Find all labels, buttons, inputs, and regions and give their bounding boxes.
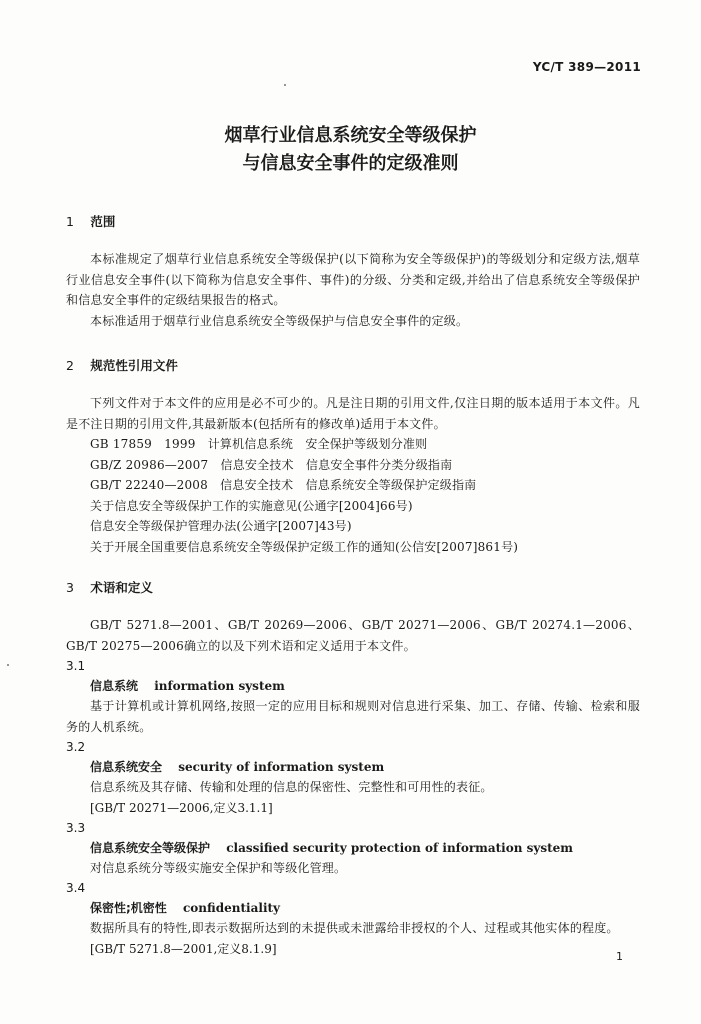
term-number: 3.1 bbox=[66, 659, 86, 673]
reference-item: 信息安全等级保护管理办法(公通字[2007]43号) bbox=[90, 519, 352, 533]
scan-speck bbox=[7, 664, 9, 666]
section-number: 3 bbox=[66, 580, 74, 595]
term-definition: 对信息系统分等级实施安全保护和等级化管理。 bbox=[90, 860, 347, 875]
reference-item: GB/T 22240—2008 信息安全技术 信息系统安全等级保护定级指南 bbox=[90, 478, 477, 492]
normative-intro: 下列文件对于本文件的应用是必不可少的。凡是注日期的引用文件,仅注日期的版本适用于本文件。凡是不注日期的引用文件,其最新版本(包括所有的修改单)适用于本文件。 bbox=[66, 396, 640, 431]
section-heading-normative-references bbox=[66, 357, 640, 375]
terms-intro: GB/T 5271.8—2001、GB/T 20269—2006、GB/T 20271—2006、GB/T 20274.1—2006、GB/T 20275—2006确立的以及下列术语和定义适用于本文件。 bbox=[66, 618, 640, 653]
scope-paragraph: 本标准规定了烟草行业信息系统安全等级保护(以下简称为安全等级保护)的等级划分和定级方法,烟草行业信息安全事件(以下简称为信息安全事件、事件)的分级、分类和定级,并给出了信息系统安全等级保护和信息安全事件的定级结果报告的格式。 bbox=[66, 252, 640, 307]
reference-item: GB 17859 1999 计算机信息系统 安全保护等级划分准则 bbox=[90, 437, 428, 451]
term-definition: 信息系统及其存储、传输和处理的信息的保密性、完整性和可用性的表征。 bbox=[90, 780, 493, 794]
term-heading bbox=[66, 757, 640, 777]
term-en: classified security protection of information system bbox=[226, 840, 574, 855]
term-en: security of information system bbox=[178, 760, 385, 774]
standard-code: YC/T 389—2011 bbox=[532, 60, 641, 74]
section-number: 2 bbox=[66, 358, 74, 373]
term-source: [GB/T 5271.8—2001,定义8.1.9] bbox=[90, 941, 277, 956]
term-en: confidentiality bbox=[183, 901, 281, 915]
reference-item: 关于信息安全等级保护工作的实施意见(公通字[2004]66号) bbox=[90, 498, 413, 513]
scan-speck bbox=[284, 84, 286, 86]
term-definition: 基于计算机或计算机网络,按照一定的应用目标和规则对信息进行采集、加工、存储、传输、检索和服务的人机系统。 bbox=[66, 699, 640, 734]
section-title: 范围 bbox=[90, 214, 116, 229]
page-number: 1 bbox=[616, 950, 623, 963]
reference-item: 关于开展全国重要信息系统安全等级保护定级工作的通知(公信安[2007]861号) bbox=[90, 539, 519, 554]
title-line-1: 烟草行业信息系统安全等级保护 bbox=[224, 125, 477, 146]
term-zh: 信息系统安全等级保护 bbox=[90, 840, 211, 855]
section-title: 规范性引用文件 bbox=[90, 358, 178, 373]
term-en: information system bbox=[154, 679, 285, 693]
section-title: 术语和定义 bbox=[90, 580, 153, 595]
term-heading bbox=[66, 676, 640, 696]
term-number: 3.3 bbox=[66, 820, 86, 835]
term-zh: 保密性;机密性 bbox=[90, 901, 167, 915]
title-line-2: 与信息安全事件的定级准则 bbox=[242, 153, 459, 174]
term-number: 3.4 bbox=[66, 881, 86, 895]
term-source: [GB/T 20271—2006,定义3.1.1] bbox=[90, 800, 273, 815]
scope-paragraph: 本标准适用于烟草行业信息系统安全等级保护与信息安全事件的定级。 bbox=[90, 313, 469, 328]
term-heading bbox=[66, 838, 640, 858]
term-heading bbox=[66, 898, 640, 918]
reference-item: GB/Z 20986—2007 信息安全技术 信息安全事件分类分级指南 bbox=[90, 457, 453, 472]
document-body bbox=[66, 213, 640, 959]
term-definition: 数据所具有的特性,即表示数据所达到的未提供或未泄露给非授权的个人、过程或其他实体的程度。 bbox=[90, 921, 619, 935]
term-number: 3.2 bbox=[66, 740, 86, 754]
term-zh: 信息系统 bbox=[90, 679, 139, 693]
document-title bbox=[0, 122, 701, 178]
term-zh: 信息系统安全 bbox=[90, 760, 163, 774]
section-number: 1 bbox=[66, 214, 74, 229]
section-heading-terms bbox=[66, 579, 640, 597]
section-heading-scope bbox=[66, 213, 640, 231]
